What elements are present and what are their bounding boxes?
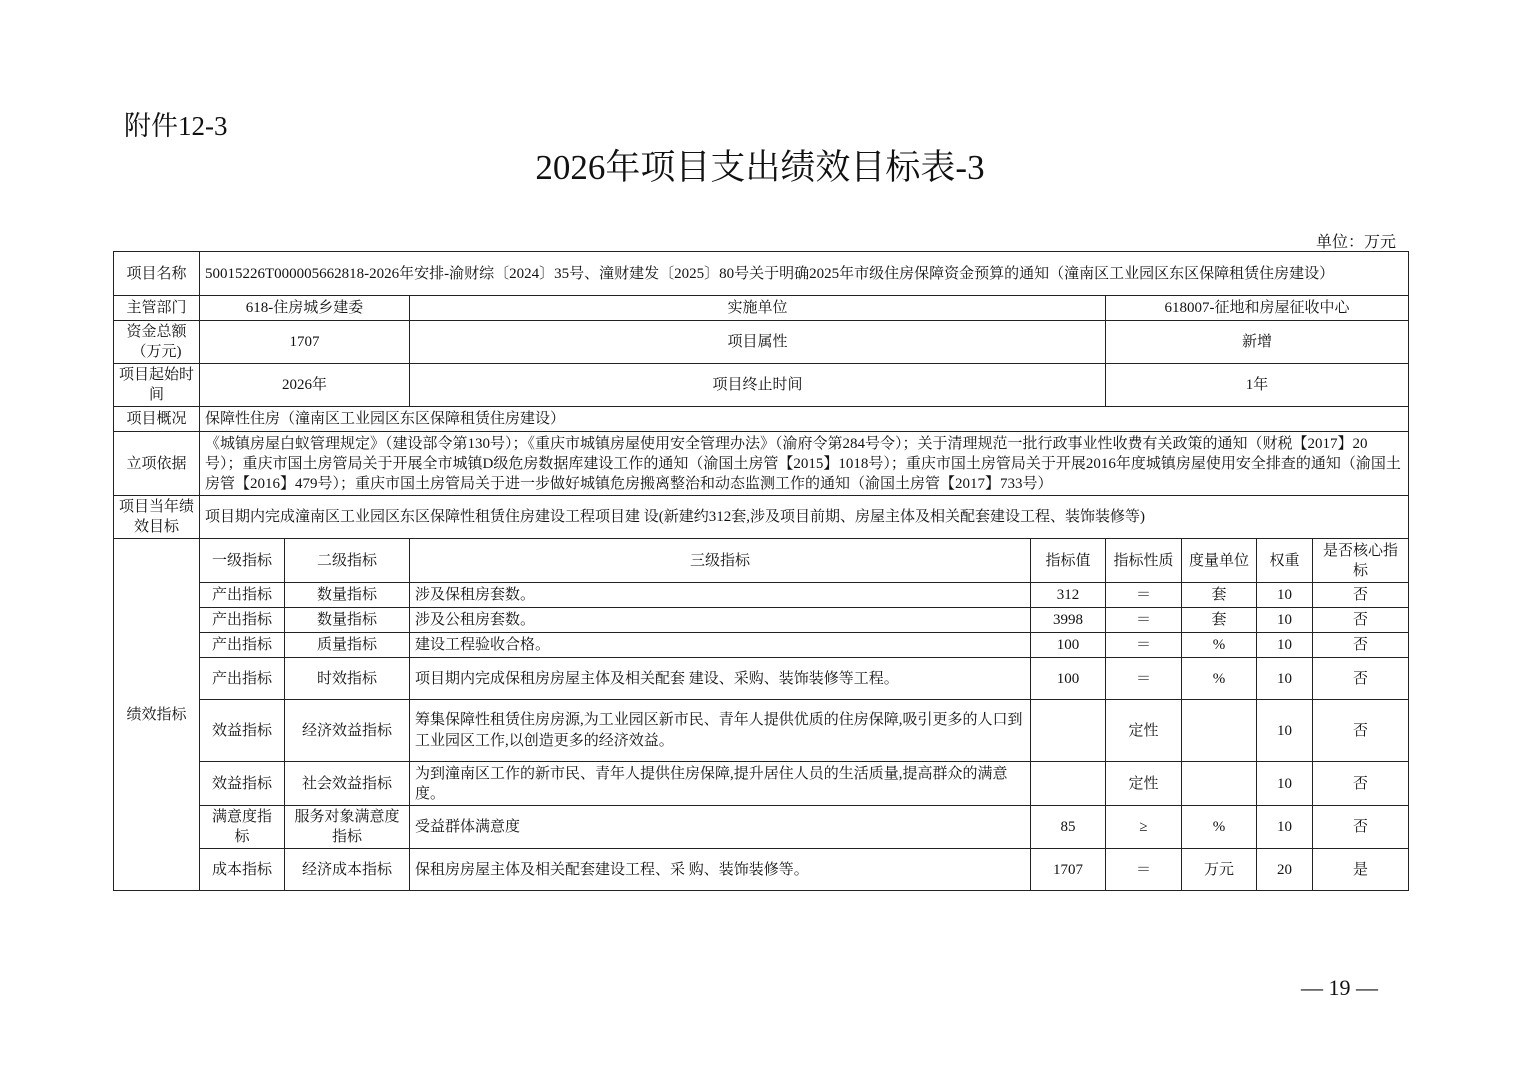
table-row (114, 806, 1409, 849)
row-level3: 保租房房屋主体及相关配套建设工程、采 购、装饰装修等。 (410, 849, 1031, 891)
row-nature: 定性 (1106, 700, 1182, 762)
row-unit: 套 (1182, 608, 1257, 633)
row-weight: 10 (1257, 806, 1313, 849)
header-weight: 权重 (1257, 539, 1313, 583)
row-level2: 数量指标 (285, 583, 410, 608)
header-level2: 二级指标 (285, 539, 410, 583)
row-unit: % (1182, 658, 1257, 700)
basis-label: 立项依据 (114, 432, 200, 496)
basis-value: 《城镇房屋白蚁管理规定》（建设部令第130号）；《重庆市城镇房屋使用安全管理办法》（渝府令第284号令）；关于清理规范一批行政事业性收费有关政策的通知（财税【2017】20号）；重庆市国土房管局关于开展全市城镇D级危房数据库建设工作的通知（渝国土房管【2015】1018号）；重庆市国土房管局关于开展2016年度城镇房屋使用安全排查的通知（渝国土房管【2016】479号）；重庆市国土房管局关于进一步做好城镇危房搬离整治和动态监测工作的通知（渝国土房管【2017】733号） (200, 432, 1409, 496)
row-core: 否 (1313, 762, 1409, 806)
row-nature: ＝ (1106, 658, 1182, 700)
row-level3: 涉及保租房套数。 (410, 583, 1031, 608)
header-unit: 度量单位 (1182, 539, 1257, 583)
row-value: 85 (1031, 806, 1106, 849)
document-title: 2026年项目支出绩效目标表-3 (535, 148, 985, 187)
table-row (114, 700, 1409, 762)
page-number: — 19 — (1301, 975, 1378, 1000)
start-label: 项目起始时间 (114, 364, 200, 407)
row-level2: 经济效益指标 (285, 700, 410, 762)
row-core: 否 (1313, 806, 1409, 849)
end-value: 1年 (1106, 364, 1409, 407)
performance-target-table (113, 251, 1409, 891)
row-nature: 定性 (1106, 762, 1182, 806)
fund-value: 1707 (200, 321, 410, 364)
fund-row (114, 321, 1409, 364)
row-level3: 涉及公租房套数。 (410, 608, 1031, 633)
attr-value: 新增 (1106, 321, 1409, 364)
table-row (114, 658, 1409, 700)
row-weight: 20 (1257, 849, 1313, 891)
basis-row (114, 432, 1409, 496)
row-value: 312 (1031, 583, 1106, 608)
row-value: 3998 (1031, 608, 1106, 633)
table-row (114, 849, 1409, 891)
goal-label: 项目当年绩效目标 (114, 496, 200, 539)
impl-unit-label: 实施单位 (410, 296, 1106, 321)
row-value: 100 (1031, 633, 1106, 658)
row-value (1031, 700, 1106, 762)
overview-row (114, 407, 1409, 432)
overview-label: 项目概况 (114, 407, 200, 432)
project-name-row (114, 252, 1409, 296)
dept-value: 618-住房城乡建委 (200, 296, 410, 321)
table-row (114, 762, 1409, 806)
table-row (114, 633, 1409, 658)
header-core: 是否核心指标 (1313, 539, 1409, 583)
row-level1: 产出指标 (200, 658, 285, 700)
row-unit: % (1182, 633, 1257, 658)
row-unit: % (1182, 806, 1257, 849)
unit-note: 单位：万元 (1315, 234, 1396, 251)
row-weight: 10 (1257, 762, 1313, 806)
row-level1: 成本指标 (200, 849, 285, 891)
overview-value: 保障性住房（潼南区工业园区东区保障租赁住房建设） (200, 407, 1409, 432)
row-nature: ＝ (1106, 633, 1182, 658)
row-level2: 时效指标 (285, 658, 410, 700)
row-level3: 建设工程验收合格。 (410, 633, 1031, 658)
row-core: 否 (1313, 608, 1409, 633)
row-level3: 受益群体满意度 (410, 806, 1031, 849)
row-nature: ≥ (1106, 806, 1182, 849)
table-row (114, 608, 1409, 633)
dept-label: 主管部门 (114, 296, 200, 321)
row-level2: 质量指标 (285, 633, 410, 658)
row-core: 否 (1313, 633, 1409, 658)
row-level3: 为到潼南区工作的新市民、青年人提供住房保障,提升居住人员的生活质量,提高群众的满意度。 (410, 762, 1031, 806)
indicator-header-row (114, 539, 1409, 583)
row-level1: 产出指标 (200, 633, 285, 658)
row-level1: 产出指标 (200, 583, 285, 608)
row-unit: 万元 (1182, 849, 1257, 891)
goal-value: 项目期内完成潼南区工业园区东区保障性租赁住房建设工程项目建 设(新建约312套,涉及项目前期、房屋主体及相关配套建设工程、装饰装修等) (200, 496, 1409, 539)
row-unit (1182, 762, 1257, 806)
table-row (114, 583, 1409, 608)
row-unit: 套 (1182, 583, 1257, 608)
project-name-value: 50015226T000005662818-2026年安排-渝财综〔2024〕35号、潼财建发〔2025〕80号关于明确2025年市级住房保障资金预算的通知（潼南区工业园区东区保障租赁住房建设） (200, 252, 1409, 296)
impl-unit-value: 618007-征地和房屋征收中心 (1106, 296, 1409, 321)
row-nature: ＝ (1106, 608, 1182, 633)
fund-label: 资金总额（万元) (114, 321, 200, 364)
row-value (1031, 762, 1106, 806)
end-label: 项目终止时间 (410, 364, 1106, 407)
header-nature: 指标性质 (1106, 539, 1182, 583)
row-core: 否 (1313, 700, 1409, 762)
row-level3: 项目期内完成保租房房屋主体及相关配套 建设、采购、装饰装修等工程。 (410, 658, 1031, 700)
attachment-label: 附件12-3 (124, 111, 228, 141)
header-level1: 一级指标 (200, 539, 285, 583)
row-level1: 满意度指标 (200, 806, 285, 849)
goal-row (114, 496, 1409, 539)
row-value: 1707 (1031, 849, 1106, 891)
row-level2: 经济成本指标 (285, 849, 410, 891)
row-level2: 社会效益指标 (285, 762, 410, 806)
row-level1: 产出指标 (200, 608, 285, 633)
row-level3: 筹集保障性租赁住房房源,为工业园区新市民、青年人提供优质的住房保障,吸引更多的人口到工业园区工作,以创造更多的经济效益。 (410, 700, 1031, 762)
row-level2: 服务对象满意度指标 (285, 806, 410, 849)
row-core: 否 (1313, 658, 1409, 700)
project-name-label: 项目名称 (114, 252, 200, 296)
row-weight: 10 (1257, 633, 1313, 658)
department-row (114, 296, 1409, 321)
time-row (114, 364, 1409, 407)
row-weight: 10 (1257, 658, 1313, 700)
header-level3: 三级指标 (410, 539, 1031, 583)
row-weight: 10 (1257, 608, 1313, 633)
start-value: 2026年 (200, 364, 410, 407)
row-core: 是 (1313, 849, 1409, 891)
row-value: 100 (1031, 658, 1106, 700)
row-level2: 数量指标 (285, 608, 410, 633)
row-level1: 效益指标 (200, 700, 285, 762)
row-nature: ＝ (1106, 583, 1182, 608)
row-core: 否 (1313, 583, 1409, 608)
row-weight: 10 (1257, 700, 1313, 762)
row-nature: ＝ (1106, 849, 1182, 891)
indicators-section-label: 绩效指标 (114, 539, 200, 891)
row-level1: 效益指标 (200, 762, 285, 806)
attr-label: 项目属性 (410, 321, 1106, 364)
row-weight: 10 (1257, 583, 1313, 608)
row-unit (1182, 700, 1257, 762)
header-value: 指标值 (1031, 539, 1106, 583)
